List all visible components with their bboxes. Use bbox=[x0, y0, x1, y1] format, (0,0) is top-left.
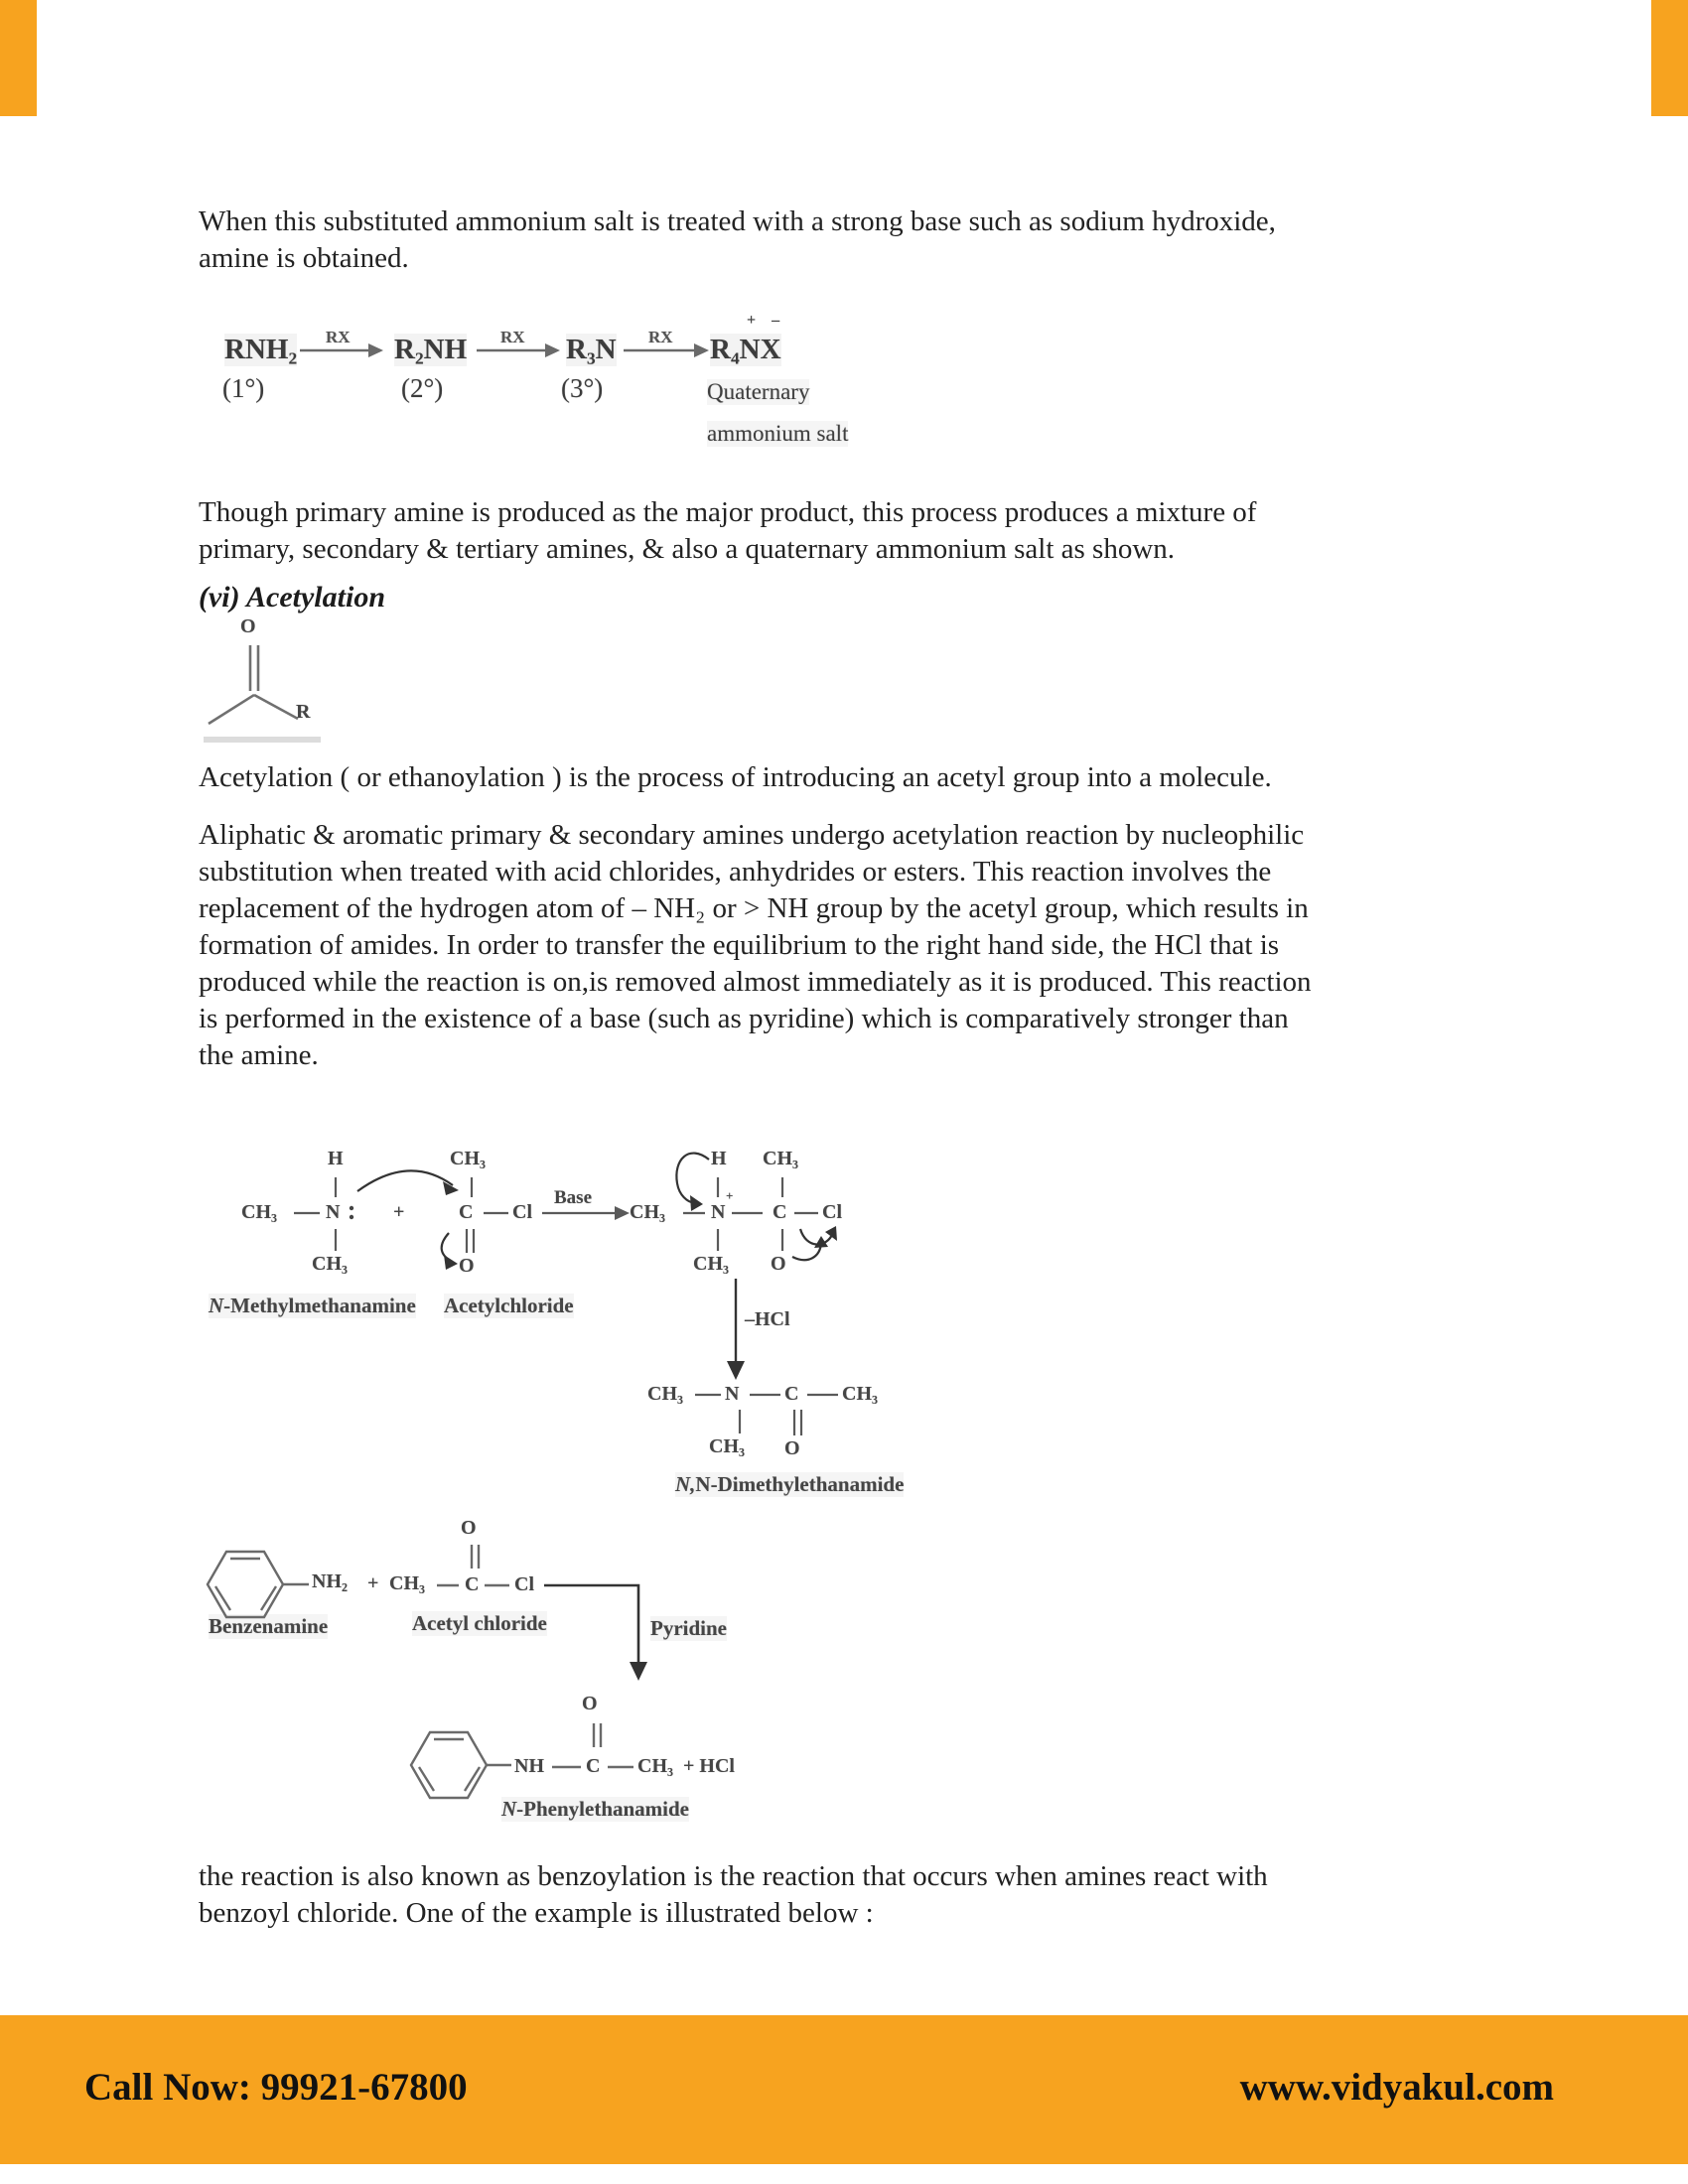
atom-cl: Cl bbox=[514, 1573, 534, 1595]
plus-sign: + bbox=[393, 1201, 405, 1223]
formula-r2nh: R₂NH bbox=[394, 334, 468, 365]
atom-c: C bbox=[784, 1383, 799, 1405]
paragraph-benzoylation bbox=[199, 1858, 1504, 1932]
atom-h: H bbox=[328, 1148, 344, 1169]
atom-o: O bbox=[459, 1255, 475, 1277]
footer-band bbox=[0, 2015, 1688, 2164]
compound-name-acetyl-chloride: Acetyl chloride bbox=[412, 1611, 547, 1635]
arrow-label-pyridine: Pyridine bbox=[650, 1616, 727, 1640]
compound-name-methylmethanamine: N-Methylmethanamine bbox=[209, 1294, 416, 1317]
atom-ch3: CH₃ bbox=[312, 1253, 348, 1275]
atom-o: O bbox=[771, 1253, 786, 1275]
plus-sign: + bbox=[367, 1572, 379, 1594]
atom-cl: Cl bbox=[512, 1201, 532, 1223]
left-corner-accent bbox=[0, 0, 37, 116]
compound-name-acetylchloride: Acetylchloride bbox=[444, 1294, 574, 1317]
atom-c: C bbox=[465, 1573, 480, 1595]
atom-o: O bbox=[582, 1693, 598, 1714]
paragraph-mixture bbox=[199, 494, 1504, 568]
label-ammonium-salt: ammonium salt bbox=[707, 421, 849, 446]
text-line: the reaction is also known as benzoylation is the reaction that occurs when amines react with bbox=[199, 1860, 1268, 1892]
footer-phone: Call Now: 99921-67800 bbox=[84, 2066, 468, 2109]
atom-ch3: CH₃ bbox=[763, 1148, 798, 1169]
formula-r4nx: R₄NX bbox=[710, 334, 781, 365]
compound-name-benzenamine: Benzenamine bbox=[209, 1614, 329, 1638]
footer-website[interactable]: www.vidyakul.com bbox=[1239, 2066, 1554, 2109]
label-primary: (1°) bbox=[222, 373, 265, 403]
label-quaternary: Quaternary bbox=[707, 379, 810, 404]
label-minus-hcl: –HCl bbox=[745, 1308, 790, 1330]
atom-c: C bbox=[459, 1201, 474, 1223]
atom-ch3: CH₃ bbox=[842, 1383, 878, 1405]
text-line: produced while the reaction is on,is removed almost immediately as it is produced. This reaction bbox=[199, 966, 1312, 998]
text-line: Aliphatic & aromatic primary & secondary amines undergo acetylation reaction by nucleophilic bbox=[199, 819, 1305, 851]
text-line: the amine. bbox=[199, 1039, 319, 1071]
group-nh2: NH₂ bbox=[312, 1570, 348, 1592]
atom-ch3: CH₃ bbox=[241, 1201, 277, 1223]
text-line: benzoyl chloride. One of the example is illustrated below : bbox=[199, 1897, 874, 1929]
text-line: Though primary amine is produced as the major product, this process produces a mixture of bbox=[199, 496, 1257, 528]
right-corner-accent bbox=[1651, 0, 1688, 116]
text-line: amine is obtained. bbox=[199, 242, 409, 274]
byproduct-hcl: + HCl bbox=[683, 1755, 735, 1777]
atom-cl: Cl bbox=[822, 1201, 842, 1223]
n-plus-charge: + bbox=[726, 1188, 734, 1203]
text-line: primary, secondary & tertiary amines, & also a quaternary ammonium salt as shown. bbox=[199, 533, 1176, 565]
atom-ch3: CH₃ bbox=[647, 1383, 683, 1405]
compound-name-dimethylethanamide: N,N-Dimethylethanamide bbox=[675, 1472, 905, 1496]
atom-o: O bbox=[461, 1517, 477, 1539]
text-line: Acetylation ( or ethanoylation ) is the process of introducing an acetyl group into a molecule. bbox=[199, 761, 1272, 793]
paragraph-intro bbox=[199, 204, 1504, 277]
text-line: When this substituted ammonium salt is treated with a strong base such as sodium hydroxide, bbox=[199, 205, 1276, 237]
atom-ch3: CH₃ bbox=[637, 1755, 673, 1777]
label-tertiary: (3°) bbox=[561, 373, 604, 403]
atom-r: R bbox=[296, 701, 311, 723]
label-secondary: (2°) bbox=[401, 373, 444, 403]
atom-o: O bbox=[784, 1437, 800, 1459]
atom-ch3: CH₃ bbox=[709, 1435, 745, 1457]
charge-signs: + – bbox=[747, 312, 786, 329]
atom-ch3: CH₃ bbox=[389, 1572, 425, 1594]
atom-n: N bbox=[725, 1383, 740, 1405]
paragraph-definition bbox=[199, 759, 1504, 796]
text-line: substitution when treated with acid chlorides, anhydrides or esters. This reaction involves the bbox=[199, 856, 1272, 887]
atom-h: H bbox=[711, 1148, 727, 1169]
text-line: formation of amides. In order to transfer the equilibrium to the right hand side, the HCl that is bbox=[199, 929, 1280, 961]
group-nh: NH bbox=[514, 1755, 544, 1777]
label-rx-2: RX bbox=[500, 328, 525, 346]
atom-n: N bbox=[326, 1201, 341, 1223]
atom-c: C bbox=[586, 1755, 601, 1777]
compound-name-phenylethanamide: N-Phenylethanamide bbox=[501, 1797, 690, 1821]
atom-ch3: CH₃ bbox=[693, 1253, 729, 1275]
paragraph-acetylation-detail bbox=[199, 817, 1504, 1074]
label-rx-1: RX bbox=[326, 328, 351, 346]
arrow-label-base: Base bbox=[554, 1187, 592, 1208]
section-heading-acetylation: (vi) Acetylation bbox=[199, 581, 385, 614]
label-rx-3: RX bbox=[648, 328, 673, 346]
text-line: is performed in the existence of a base (such as pyridine) which is comparatively stronger than bbox=[199, 1003, 1289, 1034]
formula-rnh2: RNH₂ bbox=[224, 334, 298, 365]
atom-n: N bbox=[711, 1201, 726, 1223]
formula-r3n: R₃N bbox=[566, 334, 617, 365]
atom-c: C bbox=[773, 1201, 787, 1223]
atom-ch3: CH₃ bbox=[450, 1148, 486, 1169]
atom-ch3: CH₃ bbox=[630, 1201, 665, 1223]
text-line: replacement of the hydrogen atom of – NH₂ or > NH group by the acetyl group, which results in bbox=[199, 892, 1309, 924]
atom-o: O bbox=[240, 615, 256, 637]
